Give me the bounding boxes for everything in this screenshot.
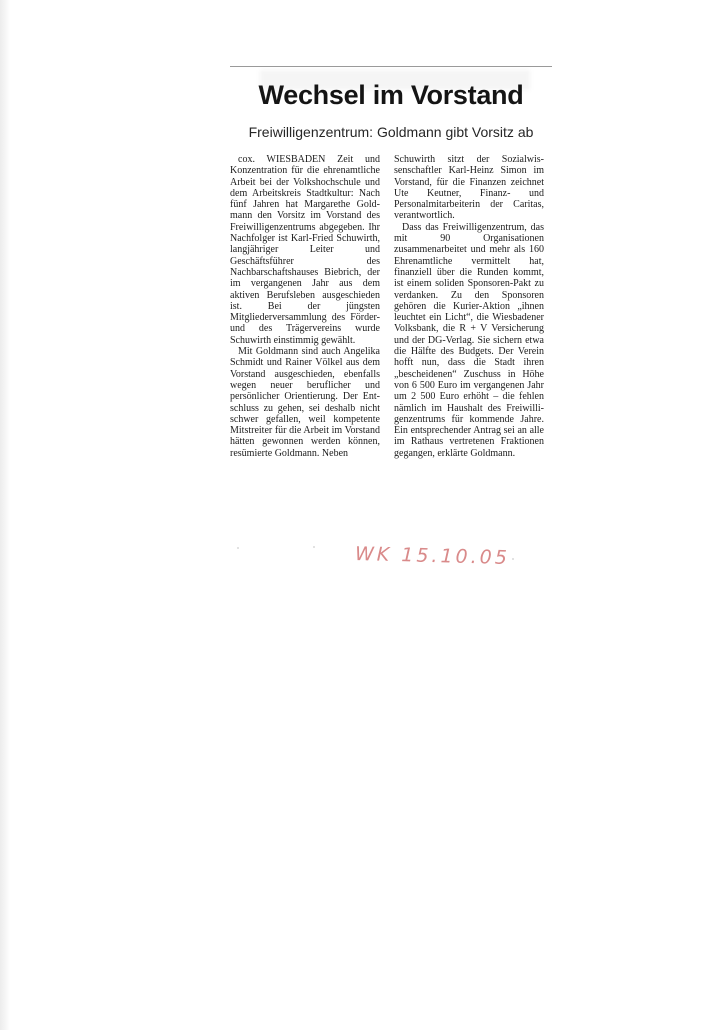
paragraph: Dass das Freiwilligenzentrum, das mit 90 Organisationen zusammenarbeitet und mehr als 160 Ehrenamtliche vermittelt hat, finanziell über die Runden kommt, ist einem soliden Sponsoren-Pakt zu verdanken. Zu den Sponsoren gehören die Kurier-Aktion „ihnen leuchtet ein Licht“, die Wiesbadener Volksbank, die R + V Versicherung und der DG-Verlag. Sie sichern etwa die Hälfte des Budgets. Der Verein hofft nun, dass die Stadt ihren „bescheidenen“ Zuschuss in Höhe von 6 500 Euro im vergangenen Jahr um 2 500 Euro erhöht – die fehlen nämlich im Haushalt des Freiwilligenzentrums für kommende Jahre. Ein entsprechender Antrag sei an alle im Rathaus vertretenen Fraktionen gegangen, erklärte Goldmann. xyxy=(394,221,544,459)
article-headline: Wechsel im Vorstand xyxy=(258,80,524,110)
top-rule xyxy=(230,66,552,67)
scan-speck xyxy=(237,547,239,549)
paragraph: cox. WIESBADEN Zeit und Konzentration für die ehrenamtliche Arbeit bei der Volkshochschule und dem Arbeitskreis Stadtkultur: Nach fünf Jahren hat Margarethe Goldmann den Vorsitz im Vorstand des Freiwilligenzentrums abgegeben. Ihr Nachfolger ist Karl-Fried Schuwirth, langjähriger Leiter und Geschäftsführer des Nachbarschaftshauses Biebrich, der im vergangenen Jahr aus dem aktiven Berufsleben ausgeschieden ist. Bei der jüngsten Mitgliederversammlung des Förder- und des Trägervereins wurde Schuwirth einstimmig gewählt. xyxy=(230,154,380,346)
left-column xyxy=(230,154,380,459)
paragraph: Mit Goldmann sind auch Angelika Schmidt und Rainer Völkel aus dem Vorstand ausgeschieden, ebenfalls wegen neuer beruflicher und persönlicher Orientierung. Der Entschluss zu gehen, sei deshalb nicht schwer gefallen, weil kompetente Mitstreiter für die Arbeit im Vorstand hätten gewonnen werden können, resümierte Goldmann. Neben xyxy=(230,346,380,459)
handwritten-date-note: WK 15.10.05 xyxy=(354,542,511,570)
scan-edge-shadow xyxy=(0,0,10,1030)
right-column xyxy=(394,154,544,459)
article-subheadline: Freiwilligenzentrum: Goldmann gibt Vorsitz ab xyxy=(248,124,534,140)
paragraph: Schuwirth sitzt der Sozialwissenschaftler Karl-Heinz Simon im Vorstand, für die Finanzen zeichnet Ute Keutner, Finanz- und Personalmitarbeiterin der Caritas, verantwortlich. xyxy=(394,154,544,222)
article-body xyxy=(230,154,552,526)
scan-speck xyxy=(313,546,315,548)
newspaper-clipping xyxy=(230,62,552,532)
scan-speck xyxy=(512,558,514,560)
